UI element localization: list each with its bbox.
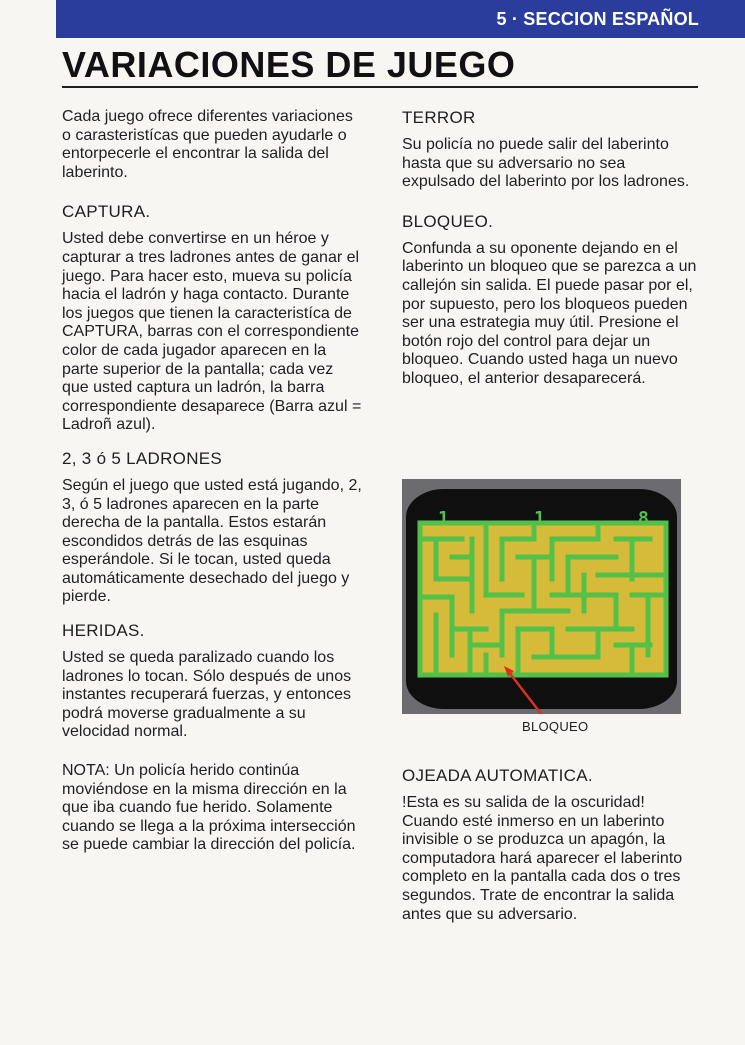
ladrones-heading: 2, 3 ó 5 LADRONES xyxy=(62,448,223,468)
intro-paragraph: Cada juego ofrece diferentes variaciones o carasteristícas que pueden ayudarle o entorpecerle el encontrar la salida del laberinto. xyxy=(62,108,353,181)
ladrones-paragraph: Según el juego que usted está jugando, 2, 3, ó 5 ladrones aparecen en la parte derecha de la pantalla. Estos estarán escondidos detrás de las esquinas esperándole. Si le tocan, usted queda automáticamente desechado del juego y pierde. xyxy=(62,476,362,606)
bloqueo-heading: BLOQUEO. xyxy=(402,211,494,231)
left-column xyxy=(62,108,362,869)
score-right: 8 xyxy=(638,508,649,529)
title-rule xyxy=(62,86,698,88)
captura-heading: CAPTURA. xyxy=(62,202,151,222)
heridas-paragraph: Usted se queda paralizado cuando los ladrones lo tocan. Sólo después de unos instantes recuperará fuerzas, y entonces podrá moverse gradualmente a su velocidad normal. xyxy=(62,649,352,741)
terror-paragraph: Su policía no puede salir del laberinto hasta que su adversario no sea expulsado del laberinto por los ladrones. xyxy=(402,136,690,191)
terror-heading: TERROR xyxy=(402,108,476,127)
game-screenshot xyxy=(402,479,681,714)
page-title: VARIACIONES DE JUEGO xyxy=(62,44,516,85)
score-center: 1 xyxy=(534,508,545,529)
heridas-heading: HERIDAS. xyxy=(62,621,145,641)
figure-caption: BLOQUEO xyxy=(522,719,589,734)
header-bar xyxy=(56,0,745,38)
ojeada-heading: OJEADA AUTOMATICA. xyxy=(402,766,593,785)
nota-text: : Un policía herido continúa moviéndose en la misma dirección en la que iba cuando fue herido. Solamente cuando se llega a la próxima intersección se puede cambiar la dirección del policía. xyxy=(62,762,356,854)
nota-label: NOTA xyxy=(62,762,106,780)
captura-paragraph: Usted debe convertirse en un héroe y capturar a tres ladrones antes de ganar el juego. Para hacer esto, mueva su policía hacia el ladrón y haga contacto. Durante los juegos que tienen la caracteristíca de CAPTURA, barras con el correspondiente color de cada jugador aparecen en la parte superior de la pantalla; cada vez que usted captura un ladrón, la barra correspondiente desaparece (Barra azul = Ladroñ azul). xyxy=(62,230,362,434)
bloqueo-paragraph: Confunda a su oponente dejando en el laberinto un bloqueo que se parezca a un callejón sin salida. El puede pasar por el, por supuesto, pero los bloqueos pueden ser una estrategia muy útil. Presione el botón rojo del control para dejar un bloqueo. Cuando usted haga un nuevo bloqueo, el anterior desaparecerá. xyxy=(402,239,697,387)
ojeada-paragraph: !Esta es su salida de la oscuridad! Cuando esté inmerso en un laberinto invisible o se produzca un apagón, la computadora hará aparecer el laberinto completo en la pantalla cada dos o tres segundos. Trate de encontrar la salida antes que su adversario. xyxy=(402,794,683,923)
score-left: 1 xyxy=(438,508,449,529)
nota-paragraph xyxy=(62,762,362,855)
right-column-lower xyxy=(402,766,702,938)
tv-screen xyxy=(402,479,681,714)
section-label: 5 · SECCION ESPAÑOL xyxy=(496,9,699,29)
right-column xyxy=(402,108,702,403)
